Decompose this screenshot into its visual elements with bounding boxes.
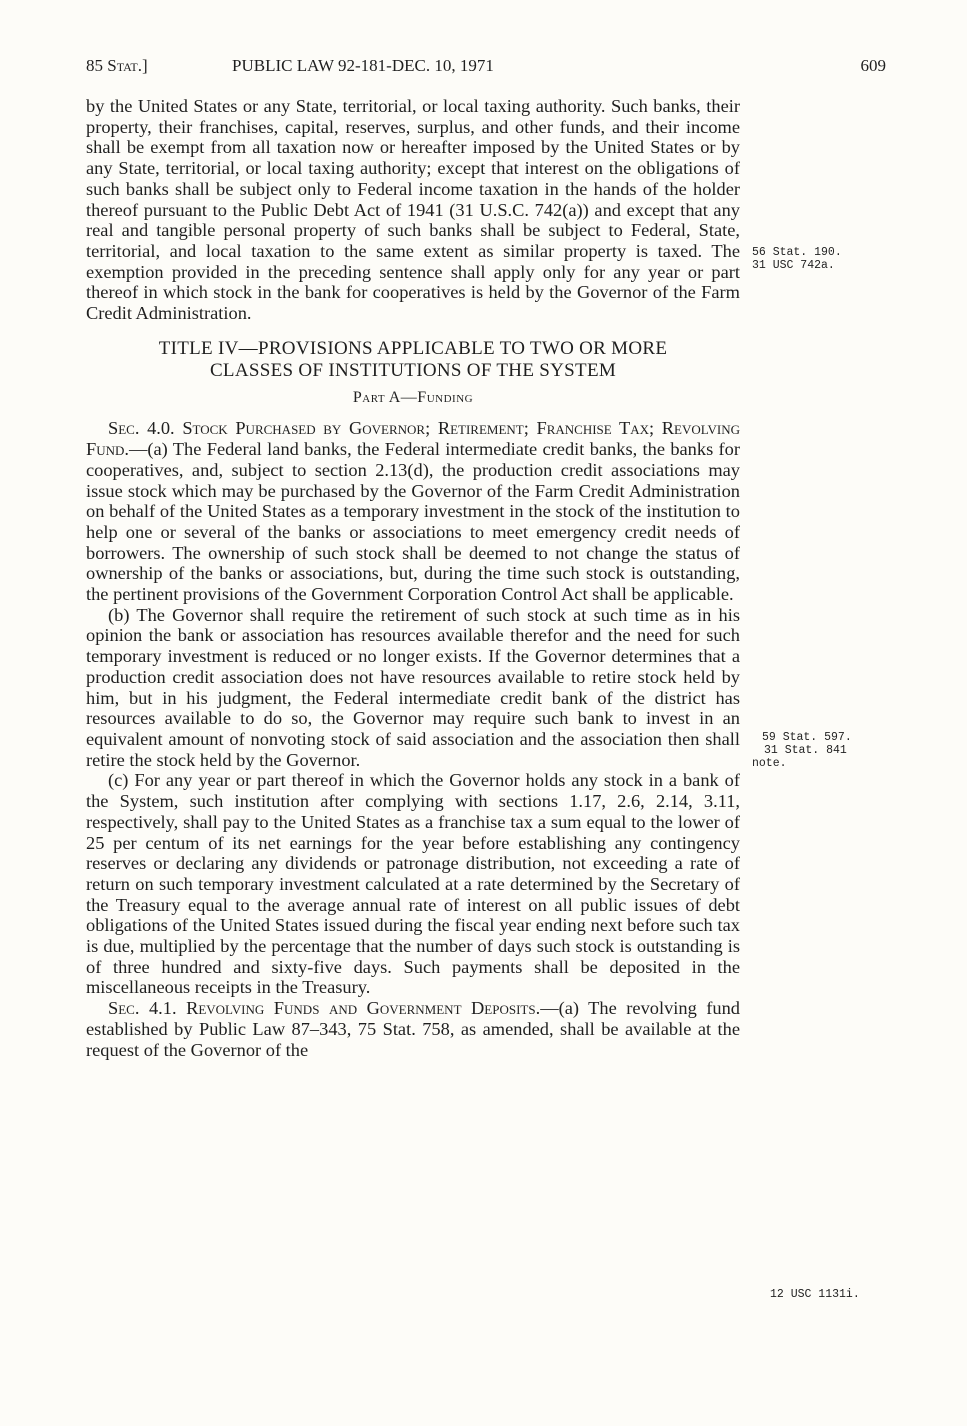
- margin-note-line: 31 Stat. 841: [764, 744, 847, 757]
- header-volume: 85: [86, 56, 103, 75]
- main-text-column: [86, 96, 740, 1060]
- margin-note-12-usc: [770, 1288, 900, 1301]
- header-citation: [86, 56, 148, 76]
- section-4-0-a-text: —(a) The Federal land banks, the Federal intermediate credit banks, the banks for cooperatives, and, subject to section 2.13(d), the production credit associations may issue stock which may be purchased by the Governor of the Farm Credit Administration on behalf of the United States as a temporary investment in the stock of the institution to help one or several of the banks or associations to meet emergency credit needs of borrowers. The ownership of such stock shall be deemed to not change the status of ownership of the banks or associations, but, during the time such stock is outstanding, the pertinent provisions of the Government Corporation Control Act shall be applicable.: [86, 439, 740, 605]
- margin-note-line: 12 USC 1131i.: [770, 1288, 860, 1301]
- title-heading-line1: TITLE IV—PROVISIONS APPLICABLE TO TWO OR MORE: [158, 337, 668, 359]
- margin-note-government-corporation-control-act: [752, 731, 882, 770]
- margin-note-line: note.: [752, 757, 787, 770]
- section-4-0-a: [86, 418, 740, 604]
- margin-note-line: 59 Stat. 597.: [762, 731, 852, 744]
- header-stat-label: Stat.: [107, 56, 142, 75]
- section-4-1-a-text: —(a) The revolving fund established by Public Law 87–343, 75 Stat. 758, as amended, shall be available at the request of the Governor of the: [86, 998, 740, 1060]
- page-header: [86, 56, 886, 80]
- paragraph-continuation: by the United States or any State, territorial, or local taxing authority. Such banks, their property, their franchises, capital, reserves, surplus, and other funds, and their income shall be exempt from all taxation now or hereafter imposed by the United States or by any State, territorial, or local taxing authority; except that interest on the obligations of such banks shall be subject only to Federal income taxation in the hands of the holder thereof pursuant to the Public Debt Act of 1941 (31 U.S.C. 742(a)) and except that any real and tangible personal property of such banks shall be subject to Federal, State, territorial, and local taxation to the same extent as similar property is taxed. The exemption provided in the preceding sentence shall apply only for any year or part thereof in which stock in the bank for cooperatives is held by the Governor of the Farm Credit Administration.: [86, 96, 740, 324]
- margin-note-line: 31 USC 742a.: [752, 259, 835, 272]
- header-title: PUBLIC LAW 92-181-DEC. 10, 1971: [232, 56, 494, 75]
- title-heading-line2: CLASSES OF INSTITUTIONS OF THE SYSTEM: [209, 359, 617, 381]
- header-bracket: ]: [142, 56, 148, 75]
- page-number: 609: [860, 56, 886, 75]
- margin-note-public-debt-act: [752, 246, 882, 272]
- section-4-0-heading: Stock Purchased by Governor; Retirement; Franchise Tax; Revolving Fund.: [86, 418, 740, 460]
- section-4-0-label: Sec. 4.0.: [108, 418, 175, 439]
- section-4-1-a: [86, 998, 740, 1060]
- section-4-1-label: Sec. 4.1.: [108, 998, 177, 1019]
- part-heading: Part A—Funding: [352, 388, 474, 406]
- margin-note-line: 56 Stat. 190.: [752, 246, 842, 259]
- title-heading: [86, 338, 740, 382]
- section-4-0-c: (c) For any year or part thereof in which the Governor holds any stock in a bank of the System, such institution after complying with sections 1.17, 2.6, 2.14, 3.11, respectively, shall pay to the United States as a franchise tax a sum equal to the lower of 25 per centum of its net earnings for the year before establishing any contingency reserves or declaring any dividends or patronage distribution, not exceeding a rate of return on such temporary investment calculated at a rate determined by the Secretary of the Treasury equal to the average annual rate of interest on all public issues of debt obligations of the United States issued during the fiscal year ending next before such tax is due, multiplied by the percentage that the number of days such stock is outstanding is of three hundred and sixty-five days. Such payments shall be deposited in the miscellaneous receipts in the Treasury.: [86, 770, 740, 998]
- section-4-1-heading: Revolving Funds and Government Deposits.: [186, 998, 541, 1019]
- section-4-0-b: (b) The Governor shall require the retirement of such stock at such time as in his opinion the bank or association has resources available therefor and the need for such temporary investment is reduced or no longer exists. If the Governor determines that a production credit association does not have resources available to retire stock held by him, but in his judgment, the Federal intermediate credit bank of the district has resources available to do so, the Governor may require such bank to invest in an equivalent amount of nonvoting stock of said association and the association then shall retire the stock held by the Governor.: [86, 604, 740, 770]
